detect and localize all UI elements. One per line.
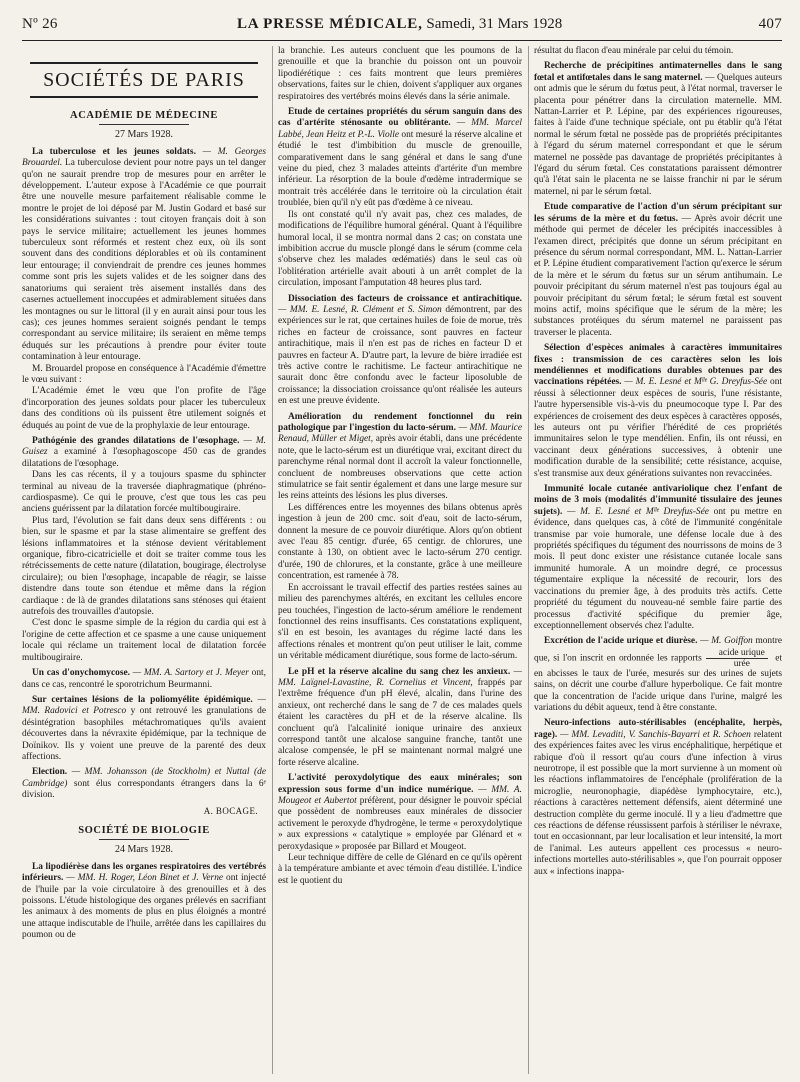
communication-title: Neuro-infections auto-stérilisables (encéphalite, herpès, rage). xyxy=(534,718,782,740)
communication-authors: — MM. Marcel Labbé, Jean Heitz et P.-L. Violle xyxy=(278,118,522,140)
fraction-numerator: acide urique xyxy=(706,648,768,659)
paragraph: L'Académie émet le vœu que l'on profite de l'âge d'incorporation des jeunes soldats pour placer les tuberculeux dans des conditions où ils puissent être utilement soignés et éduqués au point de vue de la prophylaxie de leur entourage. xyxy=(22,386,266,431)
communication xyxy=(534,343,782,480)
communication xyxy=(22,147,266,432)
column-1 xyxy=(22,46,266,1074)
communication-authors: — MM. A. Mougeot et Aubertot xyxy=(278,784,522,806)
communication-body: ont injecté de l'huile par la voie circulatoire à des grenouilles et à des poissons. L'étude histologique des organes prélevés en sacrifiant les animaux à des moments de plus en plus éloignés a montré une attaque indiscutable de l'huile, arrêtée dans les capillaires du poumon ou de xyxy=(22,873,266,941)
communication xyxy=(22,668,266,691)
communication xyxy=(278,773,522,887)
issue-date: Samedi, 31 Mars 1928 xyxy=(422,16,563,32)
column-3 xyxy=(534,46,782,1074)
communication-body: frappés par l'extrême fréquence d'un pH élevé, alcalin, dans l'urine des anxieux, ont recherché dans le sang de 7 de ces malades quels étaient les caractères du pH et de la réserve alcaline. Ils concluent qu'à l'alcalinité ionique urinaire des anxieux correspond tantôt une alcalose sanguine franche, tantôt une alcalose compensée, le pH se maintenant normal malgré une forte réserve alcaline. xyxy=(278,677,522,768)
paragraph: M. Brouardel propose en conséquence à l'Académie d'émettre le vœu suivant : xyxy=(22,363,266,385)
columns xyxy=(22,46,782,1074)
communication-body: — Après avoir décrit une méthode qui permet de déceler les précipités inaccessibles à l'examen direct, précipités que donne un sérum précipitant en présence du sérum normal correspondant, MM. L. Nattan-Larrier et P. Lépine étudient comparativement l'action qu'exerce le sérum de la mère et le sérum du fœtus sur un sérum antihumain. Le pouvoir précipitant du sérum maternel n'est pas toujours égal au pouvoir précipitant du sérum fœtal; le sérum fœtal est souvent moins actif, moins spécifique que le sérum de la mère; les substances protéiques du sérum maternel ne paraissent pas traverser le placenta. xyxy=(534,213,782,338)
communication-title: Sur certaines lésions de la poliomyélite épidémique. xyxy=(32,694,253,705)
communication xyxy=(534,202,782,339)
communication-body: préfèrent, pour désigner le pouvoir spécial que possèdent de nombreuses eaux minérales de dissocier activement le peroxyde d'hydrogène, le terme « peroxydolytique » aux expressions « catalytique » employée par Glénard et « peroxydasique » proposée par Billard et Mougeot. xyxy=(278,796,522,852)
fraction-denominator: urée xyxy=(733,658,750,669)
communication-title: La lipodiérèse dans les organes respiratoires des vertébrés inférieurs. xyxy=(22,861,266,884)
communication-authors: — MM. A. Sartory et J. Meyer xyxy=(129,668,249,679)
communication-body: ont réussi à sélectionner deux espèces de souris, l'une résistante, l'autre hypersensible vis-à-vis du pneumocoque type I. Par des expériences de croisement des deux espèces à caractères opposés, les auteurs ont pu vérifier l'hérédité de ces propriétés immunitaires selon le type mendélien. Enfin, ils ont réussi, en vaccinant deux générations successives, à obtenir une modification durable de la sensibilité; cette résistance, acquise, s'est transmise aux deux générations suivantes non revaccinées. xyxy=(534,377,782,479)
communication-title: Etude de certaines propriétés du sérum sanguin dans des cas d'artérite sténosante ou oblitérante. xyxy=(278,107,522,129)
communication xyxy=(22,767,266,801)
session-date: 24 Mars 1928. xyxy=(114,844,174,856)
page-number: 407 xyxy=(758,16,782,32)
communication-authors: — MM. Laïgnel-Lavastine, R. Cornelius et Vincent, xyxy=(278,666,522,688)
title-rule xyxy=(99,839,189,840)
communication-authors: — M. Georges Brouardel. xyxy=(22,146,266,169)
communication-title: Recherche de précipitines antimaternelles dans le sang fœtal et antifœtales dans le sang maternel. xyxy=(534,61,782,83)
communication-title: Pathógénie des grandes dilatations de l'œsophage. xyxy=(32,435,240,446)
communication-authors: — MM. Maurice Renaud, Müller et Miget, xyxy=(278,423,522,445)
journal-name: LA PRESSE MÉDICALE, xyxy=(237,16,423,32)
communication-title: Sélection d'espèces animales à caractères immunitaires fixes : transmission de ces caractères selon les lois mendéliennes et modifications durables obtenues par des vaccinations répétées. xyxy=(534,343,782,388)
title-rule xyxy=(99,124,189,125)
paragraph: Les différences entre les moyennes des bilans obtenus après ingestion à jeun de 200 cmc. soit d'eau, soit de lacto-sérum, donnent la mesure de ce pouvoir diurétique. Alors qu'on obtient avec l'eau 85 centigr. d'urée, 65 centigr. de chlorures, une constante à 130, on obtient avec le lacto-sérum 270 centigr. d'urée, 190 de chlorures, et la constante, grâce à une meilleure concentration, est ramenée à 78. xyxy=(278,502,522,582)
communication-authors: — M. Guisez xyxy=(22,435,266,458)
paragraph: Dans les cas récents, il y a toujours spasme du sphincter terminal au niveau de la traversée diaphragmatique (phréno-cardiospasme). Ce qui le prouve, c'est que tous les cas peu anciens guérissent par la dilatation forcée multibougiraire. xyxy=(22,470,266,515)
communication-body: a examiné à l'œsophagoscope 450 cas de grandes dilatations de l'œsophage. xyxy=(22,447,266,469)
communication-body: sont élus correspondants étrangers dans la 6ᵉ division. xyxy=(22,778,266,801)
communication-body: montre que, si l'on inscrit en ordonnée les rapports xyxy=(534,636,782,664)
column-2 xyxy=(278,46,522,1074)
communication-title: Le pH et la réserve alcaline du sang chez les anxieux. xyxy=(288,666,511,677)
paragraph: En accroissant le travail effectif des parties restées saines au milieu des parenchymes altérés, en excitant les cellules encore peu touchées, l'ingestion de lacto-sérum améliore le rendement fonctionnel des reins insuffisants. Ces constatations expliquent, s'il en est besoin, les avantages du régime lacté dans les affections rénales et montrent qu'on peut utiliser le lait, comme un véritable médicament diurétique, sous forme de lacto-sérum. xyxy=(278,582,522,662)
communication xyxy=(534,61,782,198)
communication-body: ont pu mettre en évidence, dans quelques cas, à côté de l'immunité congénitale transmise par voie humorale, une défense locale due à des propriétés spécifiques du tégument des nourrissons de moins de 3 mois. Il peut donc exister une résistance cutanée locale sans immunité humorale. A un moindre degré, ce processus tégumentaire explique la nécessité de recourir, lors des vaccinations du premier âge, à des produits très actifs. Cette propriété du tégument du nouveau-né semble faire partie des processus d'activité spécifique du premier âge, exceptionnellement observés chez l'adulte. xyxy=(534,506,782,631)
paragraph: C'est donc le spasme simple de la région du cardia qui est à l'origine de cette affection et ce spasme a une cause uniquement locale qui réclame un traitement local de dilatation forcée multibougiraire. xyxy=(22,618,266,663)
communication-body: démontrent, par des expériences sur le rat, que certaines huiles de foie de morue, très riches en facteur de croissance, sont pauvres en facteur antirachitique, mais il n'en est pas de riches en facteur D et pauvres en facteur A. D'autre part, la levure de bière irradiée est très active contre le rachitisme. Le facteur antirachitique ne saurait donc être confondu avec le facteur liposoluble de croissance; la dissociation croissance qu'ont réalisée les auteurs en est une preuve évidente. xyxy=(278,304,522,407)
communication-authors: — MM. Levaditi, V. Sanchis-Bayarri et R. Schoen xyxy=(557,729,751,740)
paragraph: Ils ont constaté qu'il n'y avait pas, chez ces malades, de modifications de l'équilibre humoral général. Quant à l'équilibre humoral local, il se montra normal dans 2 cas; on constata une imbibition accrue du muscle plongé dans le sérum (comme cela s'observe chez les malades œdématiés) dans le seul cas où l'oblitération artérielle avait abouti à un arrêt complet de la circulation, imposant l'amputation 48 heures plus tard. xyxy=(278,209,522,289)
communication-title: Amélioration du rendement fonctionnel du rein pathologique par l'ingestion du lacto-sérum. xyxy=(278,411,522,433)
communication-authors: — MM. Radovici et Potresco xyxy=(22,694,266,717)
session-date: 27 Mars 1928. xyxy=(114,129,174,141)
communication-title: Dissociation des facteurs de croissance et antirachitique. xyxy=(288,293,522,304)
communication-body: relatent des expériences faites avec les virus encéphalitique, herpétique et rabique d'où il ressort qu'au cours d'une infection à virus neurotrope, il est possible que la mort survienne à un moment où les réactions inflammatoires de l'encéphale (prolifération de la microglie, neuronophagie, diapédèse lymphocytaire, etc.), réactions à caractères nettement défensifs, aient déterminé une destruction complète du germe inoculé. Il y a lieu d'admettre que ces réactions de défense réussissent parfois à stériliser le névraxe, tout en occasionnant, par leur localisation et leur intensité, la mort de l'animal. Les auteurs appellent ces processus « neuro-infections mortelles auto-stérilisables », que l'on pourrait opposer aux « infections inappa- xyxy=(534,729,782,877)
communication-title: L'activité peroxydolytique des eaux minérales; son expression sous forme d'un indice numérique. xyxy=(278,773,522,795)
column-divider xyxy=(528,46,529,1074)
reporter-signature: A. BOCAGE. xyxy=(203,805,258,816)
communication xyxy=(534,636,782,714)
communication-authors: — MM. E. Lesné, R. Clément et S. Simon xyxy=(278,304,442,315)
journal-title xyxy=(237,16,562,33)
paragraph: la branchie. Les auteurs concluent que les poumons de la grenouille et que la branchie du poisson ont un pouvoir lipodiérétique : ces faits montrent que leurs premières observations, faites sur le chien, doivent s'appliquer aux organes respiratoires des vertébrés moins élevés dans la série animale. xyxy=(278,46,522,102)
ratio-fraction xyxy=(706,648,768,669)
communication-authors: — M. E. Lesné et Mˡˡᵉ Dreyfus-Sée xyxy=(562,506,709,517)
header-rule xyxy=(22,40,782,41)
communication-body: ont mesuré la réserve alcaline et étudié le test d'imbibition du muscle de grenouille, comparativement dans le sang général et dans le sang d'une veine du pied, chez 3 malades atteints d'artérite d'un membre inférieur. La résorption de la boule d'œdème intradermique se montrait très accélérée dans le territoire où la circulation était troublée, bien qu'il n'y eût pas d'œdème à ce niveau. xyxy=(278,129,522,209)
communication-title: Election. xyxy=(32,767,68,778)
communication xyxy=(278,294,522,408)
society-title: ACADÉMIE DE MÉDECINE xyxy=(70,110,218,121)
communication xyxy=(22,862,266,942)
communication-body-continued: et en abcisses le taux de l'urée, mesurés sur des urines de sujets sains, on décrit une courbe d'allure hyperbolique. Ce fait montre que la concentration de l'acide urique dans l'urine, malgré les variations du débit aqueux, tend à être constante. xyxy=(534,653,782,713)
communication-title: Excrétion de l'acide urique et diurèse. xyxy=(544,636,698,647)
communication xyxy=(534,484,782,632)
continuation xyxy=(278,46,522,103)
communication-body: La tuberculose devient pour notre pays un tel danger qu'on ne saurait prendre trop de mesures pour en arrêter le développement. L'auteur expose à l'Académie ce que pourrait être une nouvelle mesure parfaitement réalisable comme le montre le projet de loi déposé par M. Justin Godard et basé sur les considérations suivantes : tout citoyen français doit à son pays le service militaire; actuellement les jeunes hommes tuberculeux sont réformés et restent chez eux, où ils sont souvent dans des conditions déplorables et où ils contaminent leur entourage; il conviendrait de prendre ces jeunes hommes comme sont pris les sujets valides et de les soigner dans des sanatoriums qui seraient très aisement installés dans des casernes actuellement inoccupées et admirablement situées dans les montagnes ou sur le littoral (il y en aurait ainsi pour tous les cas); ces jeunes hommes seraient soignés pendant le temps correspondant au service militaire; ils seraient en même temps éduqués sur les précautions à prendre pour éviter toute contamination à leur entourage. xyxy=(22,158,266,363)
communication-authors: — MM. H. Roger, Léon Binet et J. Verne xyxy=(63,873,224,884)
communication-title: Immunité locale cutanée antivariolique chez l'enfant de moins de 3 mois (modalités d'immunité tissulaire des jeunes sujets). xyxy=(534,484,782,517)
society-title: SOCIÉTÉ DE BIOLOGIE xyxy=(78,824,210,836)
column-divider xyxy=(272,46,273,1074)
communication xyxy=(278,667,522,770)
communication-title: Un cas d'onychomycose. xyxy=(32,668,130,679)
communication xyxy=(278,412,522,663)
continuation xyxy=(534,46,782,57)
communication-authors: — M. Goiffon xyxy=(697,636,753,647)
paragraph: Leur technique diffère de celle de Glénard en ce qu'ils opèrent à la température ambiante et avec témoin d'eau distillée. L'indice est le quotient du xyxy=(278,853,522,886)
communication xyxy=(22,436,266,664)
communication-body: ont, dans ce cas, rencontré le sporotrichum Beurmanni. xyxy=(22,668,266,690)
communication xyxy=(22,695,266,763)
paragraph: résultat du flacon d'eau minérale par celui du témoin. xyxy=(534,46,734,56)
communication-body: y ont retrouvé les granulations de désintégration basophiles métachromatiques qu'ils avaient découvertes dans la névraxite épidémique, par la technique de Doïnikov. Ils y voient une preuve de la parenté des deux affections. xyxy=(22,706,266,762)
paragraph: Plus tard, l'évolution se fait dans deux sens différents : ou bien, sur le spasme et par la stase alimentaire se greffent des lésions inflammatoires et la sténose devient véritablement organique, fibro-cicatricielle et doit se traiter comme tous les rétrécissements de cette nature (dilatation, bougirage, électrolyse circulaire); ou bien l'œsophage, incapable de réagir, se laisse distendre dans toute son étendue et même dans la région cardiaque : de là de grandes dilatations sans sténoses qui étaient autrefois des trouvailles d'autopsie. xyxy=(22,515,266,618)
communication xyxy=(534,718,782,878)
communication-authors: — M. E. Lesné et Mˡˡᵉ G. Dreyfus-Sée xyxy=(621,377,768,388)
communication xyxy=(278,107,522,290)
communication-body: après avoir établi, dans une précédente note, que le lacto-sérum est un diurétique vrai, excitant direct du parenchyme rénal normal dont il accroît la valeur fonctionnelle, concluent de nombreuses observations que cette action stimulatrice se fait sentir également et dans une large mesure sur les reins atteints des lésions les plus diverses. xyxy=(278,434,522,502)
issue-number: Nº 26 xyxy=(22,16,58,32)
running-head xyxy=(22,16,782,36)
communication-body: — Quelques auteurs ont admis que le sérum du fœtus peut, à l'état normal, traverser le placenta pour pénétrer dans la circulation maternelle. MM. Nattan-Larrier et P. Lépine, par des expériences rigoureuses, faites à l'aide d'une technique spéciale, ont pu établir qu'à l'état normal le sérum fœtal ne possède pas de propriétés précipitantes à l'égard du sérum maternel correspondant et que le sérum maternel ne possède pas davantage de propriétés précipitantes à l'égard du sérum fœtal. Ces constatations paraissent démontrer qu'à l'état sain le placenta ne se laisse franchir ni par le sérum maternel, ni par le sérum fœtal. xyxy=(534,72,782,197)
communication-title: Etude comparative de l'action d'un sérum précipitant sur les sérums de la mère et du fœtus. xyxy=(534,202,782,224)
section-title: SOCIÉTÉS DE PARIS xyxy=(30,62,258,98)
communication-title: La tuberculose et les jeunes soldats. xyxy=(32,146,196,157)
communication-authors: — MM. Johansson (de Stockholm) et Nuttal (de Cambridge) xyxy=(22,767,266,789)
